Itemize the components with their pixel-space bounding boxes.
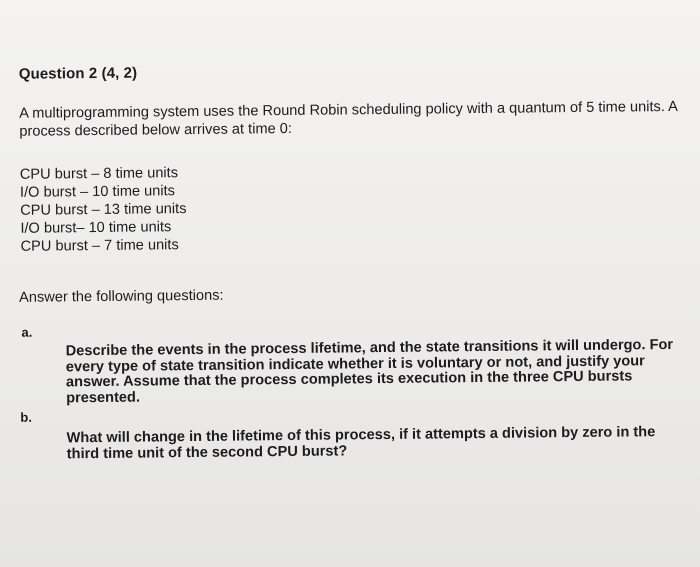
question-intro: A multiprogramming system uses the Round Robin scheduling policy with a quantum of 5 time units. A process described below arrives at time 0: — [19, 98, 678, 140]
burst-list — [20, 164, 187, 256]
answer-prompt: Answer the following questions: — [19, 287, 224, 306]
part-a-marker: a. — [21, 324, 33, 340]
burst-item: CPU burst – 13 time units — [20, 201, 187, 219]
burst-item: I/O burst– 10 time units — [20, 219, 172, 237]
burst-item: CPU burst – 8 time units — [19, 165, 179, 183]
burst-item: CPU burst – 7 time units — [20, 237, 179, 255]
burst-item: I/O burst – 10 time units — [19, 183, 176, 201]
part-a-text: Describe the events in the process lifetime, and the state transitions it will undergo. For every type of state transition indicate whether it is voluntary or not, and justify your answer. Assume that the process completes its execution in the three CPU bursts presented. — [65, 336, 674, 406]
question-title: Question 2 (4, 2) — [18, 64, 138, 83]
part-b-text: What will change in the lifetime of this process, if it attempts a division by zero in the third time unit of the second CPU burst? — [66, 424, 656, 462]
part-b-marker: b. — [20, 409, 33, 425]
